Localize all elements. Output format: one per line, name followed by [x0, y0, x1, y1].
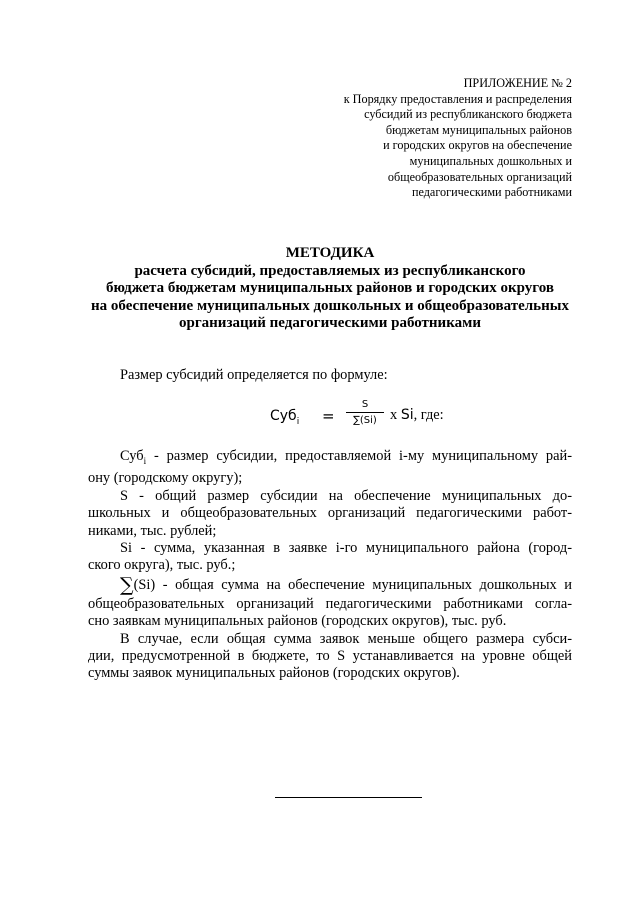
appendix-line: ПРИЛОЖЕНИЕ № 2 [463, 76, 572, 90]
definition-line: никами, тыс. рублей; [88, 522, 217, 539]
formula-lhs-text: Суб [270, 408, 297, 424]
formula-lhs [270, 408, 299, 427]
definition-line [88, 575, 572, 596]
sub-symbol: Суб [120, 448, 144, 464]
formula-where: , где: [413, 407, 444, 423]
definition-line: общеобразовательных организаций педагогическими работниками согла- [88, 595, 572, 612]
title-main: МЕТОДИКА [285, 245, 375, 261]
appendix-line: муниципальных дошкольных и [409, 153, 572, 168]
appendix-header [300, 76, 572, 201]
definition-si [88, 540, 572, 575]
definition-sub [88, 448, 572, 488]
fraction-bar [346, 412, 384, 413]
appendix-line: к Порядку предоставления и распределения [343, 91, 572, 106]
formula-denominator: ∑(Si) [353, 415, 377, 426]
formula-times: x [390, 407, 398, 423]
definition-sum [88, 575, 572, 631]
definitions [88, 448, 572, 683]
title-line: организаций педагогическими работниками [179, 315, 481, 332]
definition-line: ону (городскому округу); [88, 470, 243, 487]
title-line: на обеспечение муниципальных дошкольных и общеобразовательных [91, 297, 569, 314]
case-line: суммы заявок муниципальных районов (городских округов). [88, 665, 460, 682]
formula-fraction [346, 398, 384, 427]
definition-s [88, 488, 572, 540]
definition-text: - размер субсидии, предоставляемой i-му муниципальному рай- [146, 448, 572, 464]
document-title [60, 245, 600, 333]
formula-equals: = [322, 407, 335, 425]
definition-line: сно заявкам муниципальных районов (городских округов), тыс. руб. [88, 613, 507, 630]
definition-line: ского округа), тыс. руб.; [88, 557, 236, 574]
formula-si: Si [400, 407, 414, 423]
appendix-line: бюджетам муниципальных районов [385, 122, 572, 137]
case-line: дии, предусмотренной в бюджете, то S устанавливается на уровне общей [88, 647, 572, 664]
formula-lhs-sub: i [296, 416, 300, 427]
definition-line [88, 448, 572, 470]
intro-paragraph [120, 367, 572, 384]
title-line: бюджета бюджетам муниципальных районов и городских округов [106, 280, 554, 297]
document-body [88, 367, 572, 384]
intro-text: Размер субсидий определяется по формуле: [120, 367, 388, 383]
appendix-line: субсидий из республиканского бюджета [364, 107, 572, 122]
formula-numerator: S [361, 399, 369, 410]
title-line: расчета субсидий, предоставляемых из республиканского [134, 262, 526, 279]
definition-text: (Si) - общая сумма на обеспечение муниципальных дошкольных и [133, 576, 572, 593]
formula-rest [390, 407, 444, 424]
sum-icon: ∑ [120, 573, 134, 596]
case-paragraph [88, 631, 572, 683]
appendix-line: педагогическими работниками [411, 185, 572, 200]
definition-line: школьных и общеобразовательных организаций педагогическими работ- [88, 505, 572, 522]
definition-line: S - общий размер субсидии на обеспечение муниципальных до- [120, 487, 572, 504]
appendix-line: и городских округов на обеспечение [383, 138, 572, 153]
sub-index: i [143, 455, 147, 466]
definition-line: Si - сумма, указанная в заявке i-го муниципального района (город- [120, 539, 572, 556]
appendix-line: общеобразовательных организаций [387, 169, 572, 184]
case-line: В случае, если общая сумма заявок меньше общего размера субси- [120, 630, 572, 647]
footer-rule [275, 797, 422, 798]
